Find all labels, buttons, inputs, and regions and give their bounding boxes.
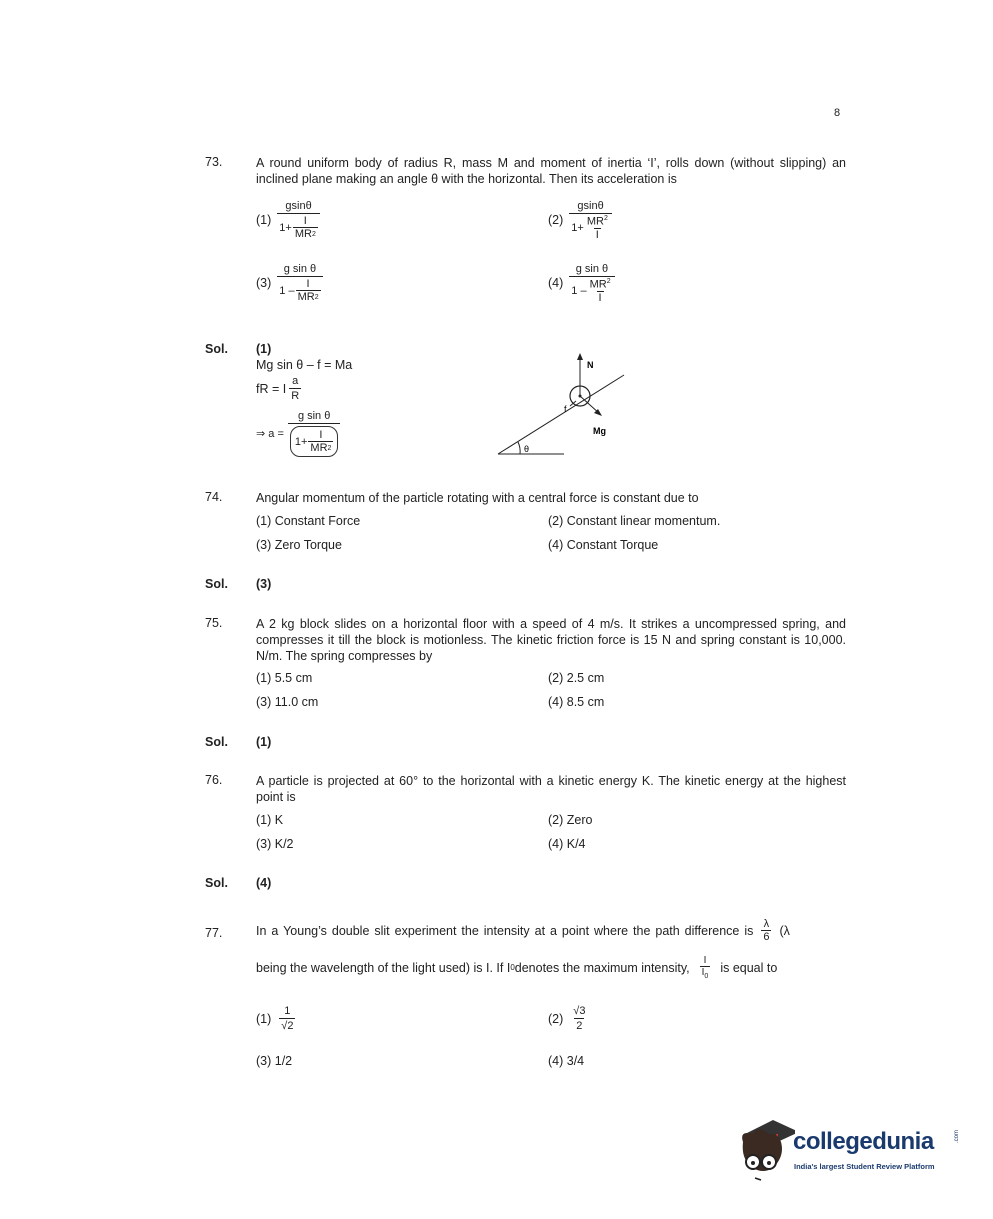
question-text: A round uniform body of radius R, mass M and moment of inertia ‘I’, rolls down (without slipping) an inclined plane making an angle θ with the horizontal. Then its acceleration is	[256, 156, 846, 186]
option-3: (3) K/2	[256, 837, 294, 851]
option-2: (2) Zero	[548, 813, 593, 827]
inner-num	[588, 278, 613, 291]
option-3: (3) Zero Torque	[256, 538, 342, 552]
denominator: √2	[281, 1020, 294, 1032]
option-label: (1)	[256, 1011, 272, 1026]
option-label: (4)	[548, 276, 564, 291]
fraction	[289, 375, 301, 402]
solution-label: Sol.	[205, 876, 228, 890]
question-number: 74.	[205, 490, 223, 504]
weight-label: Mg	[593, 426, 606, 436]
incline-line	[498, 375, 624, 454]
equation-2	[256, 375, 301, 402]
equation-3	[256, 410, 340, 457]
mr: MR	[297, 291, 315, 303]
option-1: (1) K	[256, 813, 284, 827]
page-number: 8	[834, 107, 841, 119]
solution-answer: (3)	[256, 577, 272, 591]
option-2	[548, 200, 612, 241]
fraction	[279, 1005, 295, 1032]
mascot-icon	[735, 1112, 795, 1187]
question-text: Angular momentum of the particle rotating with a central force is constant due to	[256, 491, 699, 505]
option-1	[256, 200, 320, 240]
eye-right	[767, 1161, 771, 1165]
option-3: (3) 1/2	[256, 1054, 293, 1068]
numerator: λ	[763, 918, 770, 930]
inner-num: I	[306, 278, 310, 290]
question-number: 77.	[205, 926, 223, 940]
lambda-over-six	[761, 918, 771, 943]
option-3: (3) 11.0 cm	[256, 695, 319, 709]
denominator	[277, 213, 320, 240]
inner-den	[308, 441, 333, 454]
fraction	[277, 200, 320, 240]
inner-num	[585, 215, 610, 228]
option-1: (1) 5.5 cm	[256, 671, 313, 685]
logo-wordmark: collegedunia	[793, 1128, 934, 1155]
mr: MR	[310, 442, 328, 454]
option-4	[548, 263, 615, 304]
numerator: g sin θ	[297, 410, 331, 422]
eye-left	[751, 1161, 755, 1165]
square: 2	[603, 215, 608, 222]
text-segment: is equal to	[720, 960, 778, 975]
eq3-lhs: ⇒ a =	[256, 428, 284, 440]
option-1: (1) Constant Force	[256, 514, 361, 528]
denominator	[700, 966, 711, 980]
inner-fraction	[293, 215, 318, 240]
option-4: (4) 8.5 cm	[548, 695, 605, 709]
parenthesis-group	[290, 426, 339, 457]
solution-label: Sol.	[205, 735, 228, 749]
question-text-line-2	[256, 955, 777, 980]
denominator	[569, 213, 612, 241]
mouth	[755, 1178, 761, 1180]
option-2	[548, 1005, 587, 1032]
subscript: 0	[510, 963, 515, 972]
inner-fraction	[296, 278, 321, 303]
angle-arc	[518, 442, 520, 454]
eq2-lhs: fR = I	[256, 381, 287, 396]
fraction	[569, 200, 612, 241]
solution-answer: (1)	[256, 342, 272, 356]
question-number: 76.	[205, 773, 223, 787]
angle-label: θ	[524, 444, 530, 454]
inner-den	[293, 227, 318, 240]
logo-tagline: India's largest Student Review Platform	[794, 1162, 935, 1171]
i0: I	[701, 967, 705, 978]
inner-num: I	[303, 215, 307, 227]
denominator	[277, 276, 322, 303]
option-label: (2)	[548, 213, 564, 228]
square: 2	[327, 444, 332, 452]
numerator: g sin θ	[575, 263, 609, 275]
i-over-i0	[700, 955, 711, 980]
text-segment: (λ	[779, 923, 790, 938]
question-text-line-1	[256, 918, 790, 943]
numerator: 1	[284, 1005, 291, 1017]
one-plus: 1+	[571, 221, 584, 234]
solution-answer: (4)	[256, 876, 272, 890]
numerator: gsinθ	[285, 200, 312, 212]
text-segment: denotes the maximum intensity,	[514, 960, 690, 975]
fraction	[277, 263, 322, 303]
solution-label: Sol.	[205, 577, 228, 591]
denominator	[569, 276, 614, 304]
denominator	[288, 423, 341, 457]
option-label: (2)	[548, 1011, 564, 1026]
mr: MR	[589, 278, 607, 291]
question-text: A 2 kg block slides on a horizontal floor with a speed of 4 m/s. It strikes a uncompressed spring, and compresses it till the block is motionless. The kinetic friction force is 15 N and spring constant is 10,000. N/m. The spring compresses by	[256, 617, 846, 663]
option-3	[256, 263, 323, 303]
square: 2	[606, 278, 611, 285]
one-plus: 1+	[294, 435, 308, 448]
one-plus: 1+	[279, 221, 292, 234]
inner-fraction	[585, 215, 610, 241]
square: 2	[311, 230, 316, 238]
fraction	[288, 410, 341, 457]
denominator: 6	[763, 931, 770, 943]
inner-den: I	[595, 228, 599, 241]
logo-suffix: .com	[954, 1130, 960, 1144]
option-label: (1)	[256, 213, 272, 227]
inner-fraction	[588, 278, 613, 304]
subscript: 0	[704, 973, 709, 980]
arrow-head-up	[577, 353, 583, 360]
one-minus: 1 –	[279, 284, 295, 297]
option-label: (3)	[256, 276, 272, 290]
option-2: (2) 2.5 cm	[548, 671, 605, 685]
numerator: gsinθ	[577, 200, 604, 212]
square: 2	[314, 293, 319, 301]
friction-label: f	[564, 404, 567, 414]
option-1	[256, 1005, 295, 1032]
numerator: a	[292, 375, 299, 387]
mr: MR	[294, 228, 312, 240]
inner-fraction	[308, 429, 333, 454]
fraction	[569, 263, 614, 304]
one-minus: 1 –	[571, 284, 587, 297]
incline-diagram	[490, 350, 630, 460]
inner-num: I	[319, 429, 323, 441]
mr: MR	[586, 215, 604, 228]
denominator: R	[291, 390, 300, 402]
inner-den	[296, 290, 321, 303]
fraction	[571, 1005, 587, 1032]
option-2: (2) Constant linear momentum.	[548, 514, 721, 528]
question-number: 73.	[205, 155, 223, 169]
collegedunia-logo	[735, 1112, 965, 1187]
text-segment: being the wavelength of the light used) is I. If I	[256, 960, 511, 975]
equation-1: Mg sin θ – f = Ma	[256, 358, 353, 372]
question-text: A particle is projected at 60° to the horizontal with a kinetic energy K. The kinetic energy at the highest point is	[256, 774, 846, 804]
numerator: g sin θ	[283, 263, 317, 275]
numerator: I	[703, 955, 707, 966]
inner-den: I	[598, 291, 602, 304]
normal-force-label: N	[587, 360, 594, 370]
option-4: (4) K/4	[548, 837, 586, 851]
option-4: (4) Constant Torque	[548, 538, 659, 552]
text-segment: In a Young’s double slit experiment the intensity at a point where the path difference is	[256, 923, 754, 938]
question-number: 75.	[205, 616, 223, 630]
option-4: (4) 3/4	[548, 1054, 585, 1068]
solution-answer: (1)	[256, 735, 272, 749]
numerator: √3	[573, 1005, 586, 1017]
solution-label: Sol.	[205, 342, 228, 356]
denominator: 2	[576, 1020, 583, 1032]
